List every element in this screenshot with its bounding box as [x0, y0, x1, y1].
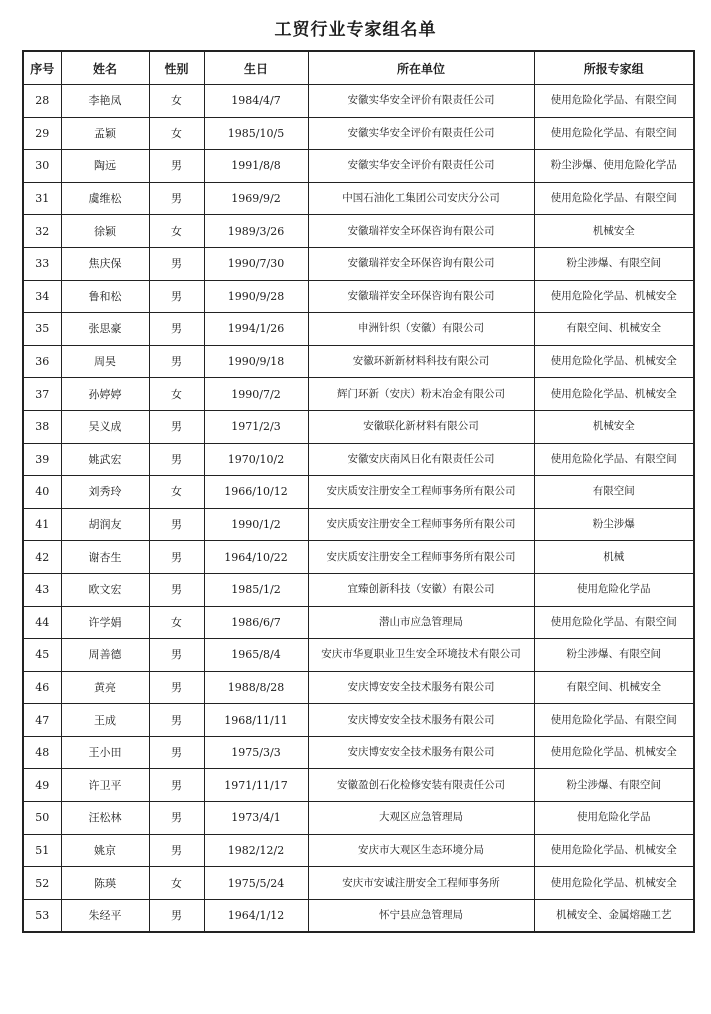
cell-name: 吴义成: [61, 410, 149, 443]
cell-group: 粉尘涉爆、有限空间: [534, 247, 694, 280]
cell-unit: 安庆市安诚注册安全工程师事务所: [308, 867, 534, 900]
header-name: 姓名: [61, 51, 149, 85]
cell-no: 48: [23, 736, 61, 769]
table-row: [23, 541, 694, 574]
header-no: 序号: [23, 51, 61, 85]
cell-birthday: 1964/1/12: [204, 899, 308, 932]
table-row: [23, 378, 694, 411]
table-row: [23, 769, 694, 802]
cell-group: 使用危险化学品、有限空间: [534, 182, 694, 215]
table-row: [23, 313, 694, 346]
cell-gender: 男: [149, 345, 204, 378]
cell-birthday: 1985/1/2: [204, 573, 308, 606]
cell-gender: 女: [149, 85, 204, 118]
table-row: [23, 704, 694, 737]
cell-birthday: 1975/3/3: [204, 736, 308, 769]
cell-name: 黄亮: [61, 671, 149, 704]
header-gender: 性别: [149, 51, 204, 85]
cell-no: 45: [23, 639, 61, 672]
cell-gender: 男: [149, 150, 204, 183]
cell-no: 42: [23, 541, 61, 574]
cell-gender: 女: [149, 476, 204, 509]
cell-birthday: 1984/4/7: [204, 85, 308, 118]
cell-group: 使用危险化学品、有限空间: [534, 443, 694, 476]
table-row: [23, 247, 694, 280]
cell-gender: 男: [149, 671, 204, 704]
cell-gender: 男: [149, 639, 204, 672]
cell-group: 粉尘涉爆、有限空间: [534, 769, 694, 802]
cell-birthday: 1990/1/2: [204, 508, 308, 541]
cell-gender: 男: [149, 802, 204, 835]
cell-gender: 男: [149, 704, 204, 737]
table-row: [23, 410, 694, 443]
cell-group: 机械安全、金属熔融工艺: [534, 899, 694, 932]
cell-group: 使用危险化学品、有限空间: [534, 704, 694, 737]
cell-unit: 安徽联化新材料有限公司: [308, 410, 534, 443]
cell-name: 虞维松: [61, 182, 149, 215]
cell-name: 许卫平: [61, 769, 149, 802]
cell-birthday: 1991/8/8: [204, 150, 308, 183]
cell-name: 姚武宏: [61, 443, 149, 476]
cell-no: 37: [23, 378, 61, 411]
cell-unit: 安庆博安安全技术服务有限公司: [308, 671, 534, 704]
cell-group: 使用危险化学品、有限空间: [534, 85, 694, 118]
header-birthday: 生日: [204, 51, 308, 85]
cell-birthday: 1990/7/2: [204, 378, 308, 411]
cell-gender: 男: [149, 280, 204, 313]
cell-birthday: 1990/9/18: [204, 345, 308, 378]
cell-unit: 怀宁县应急管理局: [308, 899, 534, 932]
cell-birthday: 1975/5/24: [204, 867, 308, 900]
cell-group: 使用危险化学品、机械安全: [534, 345, 694, 378]
cell-gender: 男: [149, 182, 204, 215]
cell-name: 欧文宏: [61, 573, 149, 606]
cell-group: 使用危险化学品、机械安全: [534, 280, 694, 313]
cell-birthday: 1970/10/2: [204, 443, 308, 476]
cell-group: 使用危险化学品、机械安全: [534, 867, 694, 900]
cell-birthday: 1971/2/3: [204, 410, 308, 443]
cell-name: 陶远: [61, 150, 149, 183]
cell-gender: 男: [149, 247, 204, 280]
cell-name: 谢杏生: [61, 541, 149, 574]
cell-unit: 潜山市应急管理局: [308, 606, 534, 639]
cell-unit: 安徽实华安全评价有限责任公司: [308, 85, 534, 118]
cell-no: 53: [23, 899, 61, 932]
cell-no: 38: [23, 410, 61, 443]
cell-name: 王小田: [61, 736, 149, 769]
cell-group: 机械安全: [534, 215, 694, 248]
cell-gender: 男: [149, 573, 204, 606]
cell-unit: 安徽实华安全评价有限责任公司: [308, 117, 534, 150]
cell-name: 孟颖: [61, 117, 149, 150]
cell-no: 33: [23, 247, 61, 280]
cell-no: 35: [23, 313, 61, 346]
cell-group: 机械安全: [534, 410, 694, 443]
table-row: [23, 802, 694, 835]
cell-no: 29: [23, 117, 61, 150]
cell-gender: 男: [149, 899, 204, 932]
cell-name: 汪松林: [61, 802, 149, 835]
cell-unit: 安徽环新新材料科技有限公司: [308, 345, 534, 378]
cell-no: 44: [23, 606, 61, 639]
cell-group: 使用危险化学品、有限空间: [534, 117, 694, 150]
cell-group: 使用危险化学品、机械安全: [534, 736, 694, 769]
cell-group: 机械: [534, 541, 694, 574]
cell-name: 周昊: [61, 345, 149, 378]
table-row: [23, 508, 694, 541]
cell-unit: 安徽瑞祥安全环保咨询有限公司: [308, 280, 534, 313]
cell-name: 孙婷婷: [61, 378, 149, 411]
cell-unit: 宜臻创新科技（安徽）有限公司: [308, 573, 534, 606]
cell-birthday: 1968/11/11: [204, 704, 308, 737]
cell-group: 粉尘涉爆、有限空间: [534, 639, 694, 672]
cell-gender: 男: [149, 410, 204, 443]
table-body: [23, 85, 694, 933]
cell-name: 胡润友: [61, 508, 149, 541]
cell-group: 粉尘涉爆: [534, 508, 694, 541]
cell-no: 28: [23, 85, 61, 118]
table-row: [23, 899, 694, 932]
cell-no: 30: [23, 150, 61, 183]
cell-name: 朱经平: [61, 899, 149, 932]
cell-gender: 女: [149, 867, 204, 900]
cell-name: 李艳凤: [61, 85, 149, 118]
cell-unit: 安徽瑞祥安全环保咨询有限公司: [308, 247, 534, 280]
cell-unit: 中国石油化工集团公司安庆分公司: [308, 182, 534, 215]
cell-no: 49: [23, 769, 61, 802]
cell-unit: 安庆博安安全技术服务有限公司: [308, 736, 534, 769]
cell-name: 周善德: [61, 639, 149, 672]
cell-group: 有限空间、机械安全: [534, 671, 694, 704]
cell-birthday: 1964/10/22: [204, 541, 308, 574]
cell-gender: 男: [149, 541, 204, 574]
cell-gender: 女: [149, 117, 204, 150]
cell-birthday: 1990/7/30: [204, 247, 308, 280]
cell-birthday: 1971/11/17: [204, 769, 308, 802]
cell-name: 焦庆保: [61, 247, 149, 280]
table-row: [23, 639, 694, 672]
cell-birthday: 1985/10/5: [204, 117, 308, 150]
cell-birthday: 1988/8/28: [204, 671, 308, 704]
cell-unit: 大观区应急管理局: [308, 802, 534, 835]
cell-unit: 安庆市华夏职业卫生安全环境技术有限公司: [308, 639, 534, 672]
header-group: 所报专家组: [534, 51, 694, 85]
cell-unit: 安徽瑞祥安全环保咨询有限公司: [308, 215, 534, 248]
cell-name: 姚京: [61, 834, 149, 867]
table-row: [23, 280, 694, 313]
cell-gender: 女: [149, 606, 204, 639]
cell-no: 51: [23, 834, 61, 867]
table-row: [23, 182, 694, 215]
cell-name: 徐颖: [61, 215, 149, 248]
cell-no: 40: [23, 476, 61, 509]
table-row: [23, 606, 694, 639]
cell-gender: 男: [149, 834, 204, 867]
cell-gender: 女: [149, 215, 204, 248]
page-title: 工贸行业专家组名单: [274, 20, 437, 40]
cell-group: 有限空间: [534, 476, 694, 509]
cell-birthday: 1994/1/26: [204, 313, 308, 346]
cell-no: 50: [23, 802, 61, 835]
cell-gender: 男: [149, 736, 204, 769]
cell-unit: 辉门环新（安庆）粉末冶金有限公司: [308, 378, 534, 411]
cell-birthday: 1965/8/4: [204, 639, 308, 672]
table-row: [23, 476, 694, 509]
cell-gender: 女: [149, 378, 204, 411]
expert-table: [22, 50, 695, 933]
cell-birthday: 1989/3/26: [204, 215, 308, 248]
cell-unit: 安徽实华安全评价有限责任公司: [308, 150, 534, 183]
table-row: [23, 834, 694, 867]
cell-no: 34: [23, 280, 61, 313]
cell-birthday: 1990/9/28: [204, 280, 308, 313]
cell-birthday: 1982/12/2: [204, 834, 308, 867]
cell-name: 王成: [61, 704, 149, 737]
table-row: [23, 85, 694, 118]
cell-no: 31: [23, 182, 61, 215]
table-row: [23, 573, 694, 606]
cell-birthday: 1966/10/12: [204, 476, 308, 509]
cell-gender: 男: [149, 313, 204, 346]
table-row: [23, 671, 694, 704]
cell-no: 46: [23, 671, 61, 704]
cell-unit: 安庆质安注册安全工程师事务所有限公司: [308, 476, 534, 509]
cell-gender: 男: [149, 443, 204, 476]
cell-gender: 男: [149, 508, 204, 541]
cell-group: 使用危险化学品: [534, 573, 694, 606]
cell-unit: 安庆市大观区生态环境分局: [308, 834, 534, 867]
cell-unit: 申洲针织（安徽）有限公司: [308, 313, 534, 346]
cell-group: 使用危险化学品、有限空间: [534, 606, 694, 639]
table-row: [23, 215, 694, 248]
cell-group: 使用危险化学品、机械安全: [534, 834, 694, 867]
cell-name: 鲁和松: [61, 280, 149, 313]
table-row: [23, 345, 694, 378]
cell-no: 47: [23, 704, 61, 737]
cell-group: 有限空间、机械安全: [534, 313, 694, 346]
cell-group: 粉尘涉爆、使用危险化学品: [534, 150, 694, 183]
table-header-row: [23, 51, 694, 85]
table-row: [23, 867, 694, 900]
cell-unit: 安庆质安注册安全工程师事务所有限公司: [308, 508, 534, 541]
cell-gender: 男: [149, 769, 204, 802]
cell-no: 43: [23, 573, 61, 606]
table-row: [23, 150, 694, 183]
cell-name: 张思豪: [61, 313, 149, 346]
table-row: [23, 443, 694, 476]
cell-name: 陈瑛: [61, 867, 149, 900]
cell-group: 使用危险化学品、机械安全: [534, 378, 694, 411]
cell-unit: 安徽安庆南风日化有限责任公司: [308, 443, 534, 476]
cell-unit: 安徽盈创石化检修安装有限责任公司: [308, 769, 534, 802]
cell-no: 52: [23, 867, 61, 900]
cell-birthday: 1969/9/2: [204, 182, 308, 215]
cell-no: 39: [23, 443, 61, 476]
cell-unit: 安庆质安注册安全工程师事务所有限公司: [308, 541, 534, 574]
cell-name: 许学娟: [61, 606, 149, 639]
table-row: [23, 117, 694, 150]
cell-no: 32: [23, 215, 61, 248]
cell-no: 41: [23, 508, 61, 541]
header-unit: 所在单位: [308, 51, 534, 85]
cell-unit: 安庆博安安全技术服务有限公司: [308, 704, 534, 737]
cell-birthday: 1986/6/7: [204, 606, 308, 639]
table-row: [23, 736, 694, 769]
cell-name: 刘秀玲: [61, 476, 149, 509]
cell-group: 使用危险化学品: [534, 802, 694, 835]
cell-no: 36: [23, 345, 61, 378]
cell-birthday: 1973/4/1: [204, 802, 308, 835]
